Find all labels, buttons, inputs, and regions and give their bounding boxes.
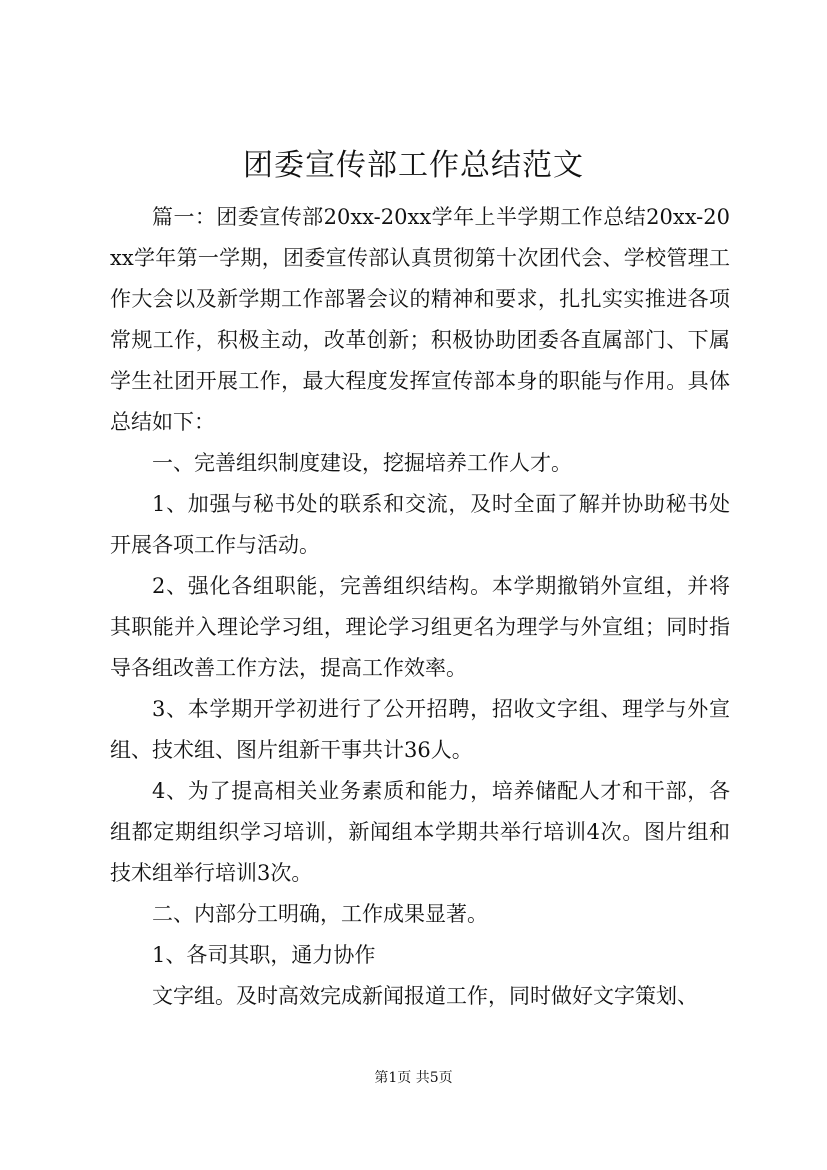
page-number-footer: 第1页 共5页 <box>374 1070 453 1086</box>
document-title: 团委宣传部工作总结范文 <box>243 148 584 183</box>
document-body <box>110 197 730 1017</box>
paragraph-text-group: 文字组。及时高效完成新闻报道工作，同时做好文字策划、 <box>152 984 698 1008</box>
paragraph-intro: 篇一：团委宣传部20xx-20xx学年上半学期工作总结20xx-20xx学年第一学期，团委宣传部认真贯彻第十次团代会、学校管理工作大会以及新学期工作部署会议的精神和要求，扎扎实实推进各项常规工作，积极主动，改革创新；积极协助团委各直属部门、下属学生社团开展工作，最大程度发挥宣传部本身的职能与作用。具体总结如下： <box>110 205 730 434</box>
section-heading-2: 二、内部分工明确，工作成果显著。 <box>152 902 488 926</box>
paragraph-item-3: 3、本学期开学初进行了公开招聘，招收文字组、理学与外宣组、技术组、图片组新干事共计36人。 <box>110 697 730 762</box>
section-heading-1: 一、完善组织制度建设，挖掘培养工作人才。 <box>152 451 572 475</box>
paragraph-item-2: 2、强化各组职能，完善组织结构。本学期撤销外宣组，并将其职能并入理论学习组，理论学习组更名为理学与外宣组；同时指导各组改善工作方法，提高工作效率。 <box>110 574 730 680</box>
subsection-heading-1: 1、各司其职，通力协作 <box>152 943 376 967</box>
paragraph-item-1: 1、加强与秘书处的联系和交流，及时全面了解并协助秘书处开展各项工作与活动。 <box>110 492 730 557</box>
paragraph-item-4: 4、为了提高相关业务素质和能力，培养储配人才和干部，各组都定期组织学习培训，新闻组本学期共举行培训4次。图片组和技术组举行培训3次。 <box>110 779 730 885</box>
